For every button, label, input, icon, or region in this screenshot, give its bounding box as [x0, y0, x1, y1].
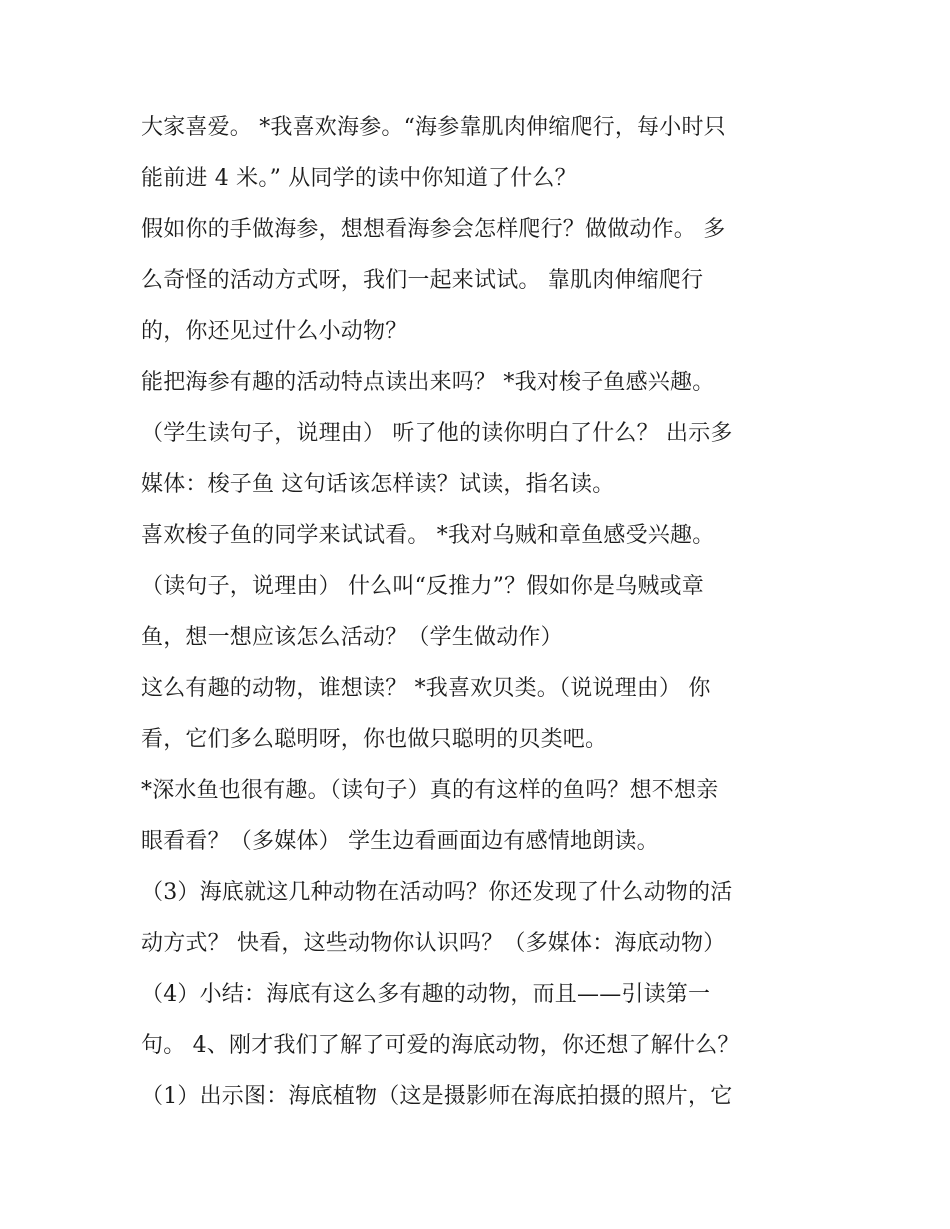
text-line: 鱼，想一想应该怎么活动？（学生做动作）: [141, 625, 563, 650]
text-line: 眼看看？（多媒体） 学生边看画面边有感情地朗读。: [141, 829, 659, 854]
text-line: 动方式？ 快看，这些动物你认识吗？（多媒体：海底动物）: [141, 931, 726, 956]
text-line: （1）出示图：海底植物（这是摄影师在海底拍摄的照片，它: [141, 1084, 733, 1109]
text-line: 看，它们多么聪明呀，你也做只聪明的贝类吧。: [141, 727, 608, 752]
text-line: 这么有趣的动物，谁想读？ *我喜欢贝类。（说说理由） 你: [141, 676, 711, 701]
text-line: （读句子，说理由） 什么叫“反推力”？假如你是乌贼或章: [141, 574, 704, 599]
text-line: （4）小结：海底有这么多有趣的动物，而且——引读第一: [141, 982, 711, 1007]
text-line: 的，你还见过什么小动物？: [141, 319, 408, 344]
text-line: 能把海参有趣的活动特点读出来吗？ *我对梭子鱼感兴趣。: [141, 370, 715, 395]
text-line: （3）海底就这几种动物在活动吗？你还发现了什么动物的活: [141, 880, 733, 905]
text-line: 媒体：梭子鱼 这句话该怎样读？试读，指名读。: [141, 472, 615, 497]
text-line: 能前进 4 米。” 从同学的读中你知道了什么？: [141, 166, 577, 191]
text-line: 喜欢梭子鱼的同学来试试看。 *我对乌贼和章鱼感受兴趣。: [141, 523, 715, 548]
text-line: 句。 4、刚才我们了解了可爱的海底动物，你还想了解什么？: [141, 1033, 740, 1058]
text-line: 么奇怪的活动方式呀，我们一起来试试。 靠肌肉伸缩爬行: [141, 268, 704, 293]
text-line: 大家喜爱。 *我喜欢海参。“海参靠肌肉伸缩爬行，每小时只: [141, 115, 726, 140]
text-line: 假如你的手做海参，想想看海参会怎样爬行？做做动作。 多: [141, 217, 726, 242]
text-line: （学生读句子，说理由） 听了他的读你明白了什么？ 出示多: [141, 421, 733, 446]
text-line: *深水鱼也很有趣。（读句子）真的有这样的鱼吗？想不想亲: [141, 778, 719, 803]
